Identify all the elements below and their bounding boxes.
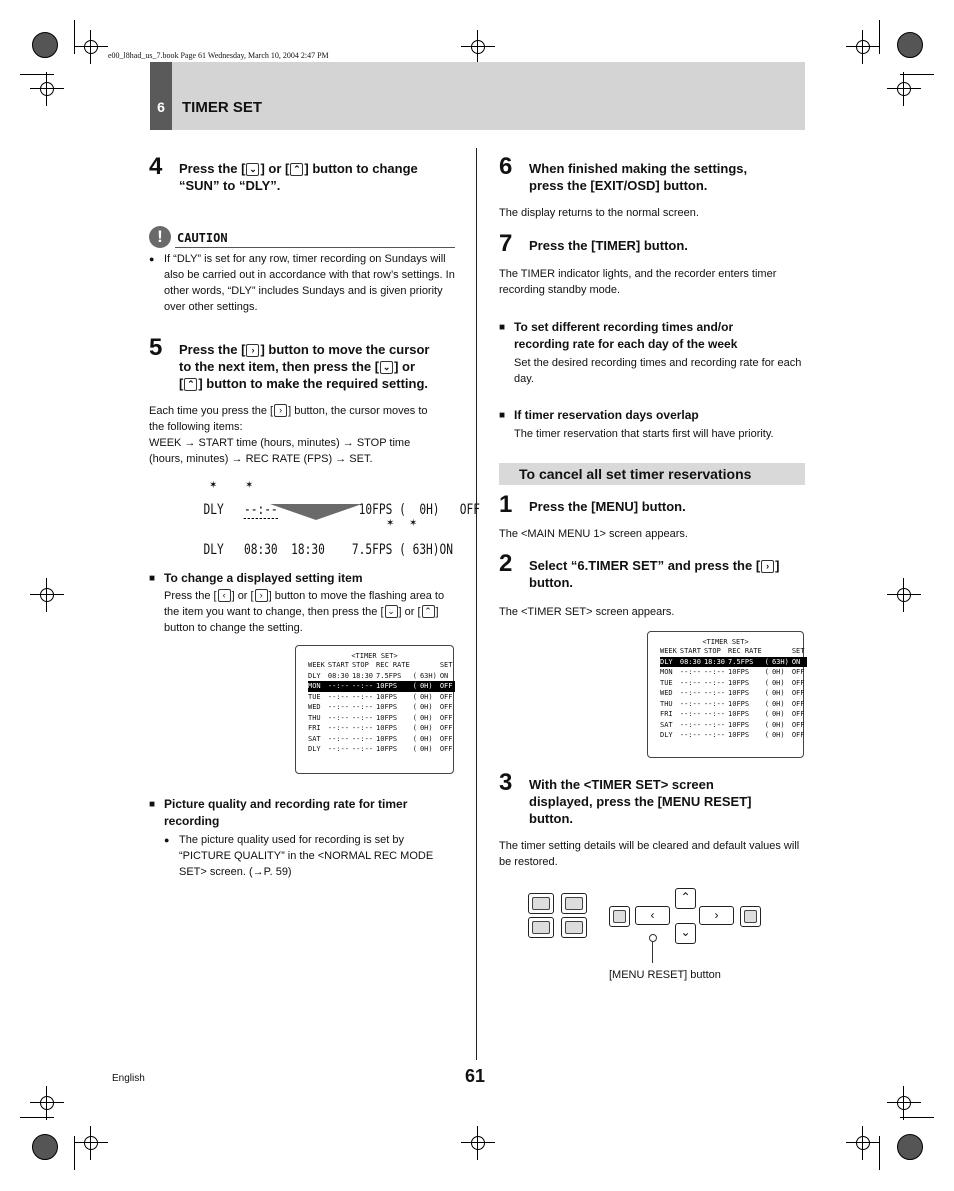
osd-row	[308, 723, 455, 734]
osd-cell: (	[764, 731, 769, 739]
osd-cell: (	[413, 681, 420, 692]
display-row-after: DLY 08:30 18:30 7.5FPS ( 63H)ON	[203, 542, 454, 558]
osd-cell: --:--	[679, 689, 701, 697]
osd-cell: (	[764, 710, 769, 718]
osd-cell: WED	[660, 689, 673, 697]
osd-cell: --:--	[703, 710, 726, 718]
cancel-section-heading	[499, 463, 805, 485]
osd-row	[660, 678, 807, 689]
osd-cell: --:--	[679, 668, 701, 676]
step-number: 6	[499, 153, 513, 180]
osd-cell: 63H)	[419, 671, 437, 680]
osd-cell: --:--	[327, 713, 349, 722]
crop-mark	[74, 1136, 75, 1170]
registration-dot-top-right	[897, 32, 923, 58]
crop-mark	[879, 20, 880, 54]
up-arrow-icon: ⌃	[680, 890, 691, 904]
osd-cell: DLY	[308, 671, 321, 680]
picture-quality-heading: ■ Picture quality and recording rate for timer recording	[164, 796, 454, 830]
change-item-body: Press the [ ‹ ] or [ › ] button to move the flashing area to the item you want to change, then press the [ ⌄ ] or [ ⌃ ] button to change the setting.	[164, 590, 445, 634]
osd-cell: --:--	[351, 713, 374, 722]
chapter-tab	[150, 62, 172, 130]
osd-cell: (	[412, 734, 417, 743]
osd-cell: (	[764, 678, 769, 687]
step-6-body: The display returns to the normal screen.	[499, 207, 699, 219]
osd-row	[660, 709, 807, 720]
osd-row	[660, 730, 807, 741]
osd-row	[308, 713, 455, 724]
osd-cell: 0H)	[771, 699, 785, 708]
osd-header-cell: WEEK	[308, 661, 325, 669]
osd-header-row	[308, 660, 455, 671]
osd-title: <TIMER SET>	[351, 652, 398, 660]
caution-rule	[175, 247, 455, 248]
osd-cell: OFF	[439, 734, 453, 743]
osd-header-cell	[420, 660, 440, 671]
osd-cell: --:--	[327, 745, 349, 753]
osd-cell: (	[764, 689, 769, 697]
osd-cell: 0H)	[771, 731, 785, 739]
registration-mark	[897, 82, 911, 96]
panel-button[interactable]	[561, 893, 587, 914]
down-arrow-icon: ⌄	[680, 925, 691, 939]
overlap-body: The timer reservation that starts first will have priority.	[514, 428, 774, 440]
registration-mark	[856, 1136, 870, 1150]
osd-cell: 10FPS	[376, 724, 398, 732]
osd-cell: --:--	[328, 681, 352, 692]
osd-cell: OFF	[791, 668, 805, 676]
osd-cell: --:--	[703, 678, 726, 687]
chapter-header-bar	[150, 62, 805, 130]
up-arrow-icon: ⌃	[422, 605, 435, 618]
step-5-title: Press the [ › ] button to move the cursor to the next item, then press the [ ⌄ ] or [ ⌃ ] button to make the required setting.	[179, 342, 430, 391]
osd-row	[308, 702, 455, 713]
print-info-line: e00_l8had_us_7.book Page 61 Wednesday, March 10, 2004 2:47 PM	[108, 51, 329, 60]
osd-cell: 0H)	[420, 681, 440, 692]
osd-cell: --:--	[351, 703, 374, 711]
footer-language: English	[112, 1073, 145, 1084]
osd-cell: 0H)	[419, 745, 433, 753]
osd-cell: TUE	[660, 678, 673, 687]
osd-cell: OFF	[439, 713, 453, 722]
flash-burst-icon: ✶	[209, 480, 218, 491]
step-6-title: When finished making the settings, press the [EXIT/OSD] button.	[529, 161, 748, 193]
osd-header-cell: SET	[791, 647, 805, 655]
osd-cell: --:--	[703, 731, 726, 739]
right-arrow-icon: ›	[274, 404, 287, 417]
osd-cell: 0H)	[419, 692, 433, 701]
osd-cell: 10FPS	[728, 678, 750, 687]
osd-row	[660, 720, 807, 731]
osd-cell: --:--	[679, 720, 701, 729]
down-arrow-icon: ⌄	[246, 163, 259, 176]
osd-cell: (	[412, 671, 417, 680]
osd-header-cell	[765, 646, 772, 657]
cancel-step-1-title: Press the [MENU] button.	[529, 499, 686, 514]
osd-cell: --:--	[327, 692, 349, 701]
osd-cell: --:--	[679, 731, 701, 739]
display-row-before: DLY --:-- --:-- 10FPS ( 0H) OFF	[203, 502, 481, 518]
osd-cell: OFF	[791, 720, 805, 729]
osd-cell: 0H)	[419, 703, 433, 711]
step-number: 4	[149, 153, 163, 180]
osd-cell: THU	[308, 713, 321, 722]
osd-cell: (	[412, 703, 417, 711]
right-button[interactable]	[699, 906, 734, 925]
osd-cell: (	[764, 668, 769, 676]
step-number: 7	[499, 230, 513, 257]
osd-header-cell: WEEK	[660, 647, 677, 655]
cancel-step-3-body: The timer setting details will be cleared and default values will be restored.	[499, 840, 800, 868]
caution-header	[149, 226, 455, 250]
osd-cell: --:--	[327, 703, 349, 711]
flash-burst-icon: ✶	[409, 518, 418, 529]
osd-header-cell: REC RATE	[376, 661, 410, 669]
left-arrow-icon: ‹	[650, 908, 655, 922]
panel-button[interactable]	[528, 893, 554, 914]
osd-cell: 0H)	[771, 668, 785, 676]
osd-cell: 63H)	[772, 657, 792, 668]
osd-cell: FRI	[660, 710, 673, 718]
osd-cell: --:--	[351, 724, 374, 732]
registration-mark	[897, 588, 911, 602]
step-number: 2	[499, 550, 513, 577]
osd-cell: 7.5FPS	[376, 671, 402, 680]
registration-mark	[40, 588, 54, 602]
osd-cell: 10FPS	[728, 699, 750, 708]
osd-cell: MON	[660, 668, 673, 676]
osd-cell: --:--	[327, 724, 349, 732]
osd-cell: DLY	[660, 731, 673, 739]
osd-row	[660, 667, 807, 678]
registration-dot-bottom-left	[32, 1134, 58, 1160]
crop-mark	[20, 74, 54, 75]
panel-button[interactable]	[740, 906, 761, 927]
step-number: 3	[499, 769, 513, 796]
osd-cell: ON	[439, 671, 449, 680]
osd-cell: 0H)	[419, 734, 433, 743]
page-number: 61	[465, 1066, 486, 1086]
osd-cell: 0H)	[771, 710, 785, 718]
different-times-heading: ■ To set different recording times and/or recording rate for each day of the week	[514, 319, 806, 353]
callout-dot	[649, 934, 657, 942]
osd-table-2	[660, 646, 807, 741]
registration-mark	[84, 1136, 98, 1150]
osd-cell: --:--	[352, 681, 376, 692]
chapter-title: TIMER SET	[182, 99, 263, 116]
osd-row	[660, 699, 807, 710]
panel-button[interactable]	[528, 917, 554, 938]
down-button[interactable]	[675, 923, 696, 944]
osd-cell: OFF	[791, 710, 805, 718]
osd-header-cell: SET	[439, 661, 453, 669]
osd-cell: OFF	[791, 678, 805, 687]
osd-cell: --:--	[703, 720, 726, 729]
down-arrow-icon: ⌄	[380, 361, 393, 374]
osd-cell: DLY	[660, 657, 680, 668]
right-arrow-icon: ›	[246, 344, 259, 357]
registration-mark	[84, 40, 98, 54]
osd-cell: OFF	[791, 689, 805, 697]
osd-cell: 0H)	[419, 724, 433, 732]
osd-cell: --:--	[351, 734, 374, 743]
osd-cell: 0H)	[771, 678, 785, 687]
osd-cell: 10FPS	[728, 731, 750, 739]
registration-mark	[40, 82, 54, 96]
change-item-heading: ■ To change a displayed setting item	[164, 570, 454, 587]
osd-cell: 10FPS	[376, 703, 398, 711]
up-arrow-icon: ⌃	[290, 163, 303, 176]
osd-header-cell: STOP	[703, 647, 721, 655]
osd-cell: (	[412, 692, 417, 701]
osd-row	[308, 734, 455, 745]
osd-cell: --:--	[351, 745, 374, 753]
cancel-step-2-body: The <TIMER SET> screen appears.	[499, 606, 675, 618]
crop-mark	[900, 74, 934, 75]
crop-mark	[74, 20, 75, 54]
registration-mark	[471, 1136, 485, 1150]
step-7-title: Press the [TIMER] button.	[529, 238, 688, 253]
cancel-step-1-body: The <MAIN MENU 1> screen appears.	[499, 528, 688, 540]
osd-cell: SAT	[660, 720, 673, 729]
osd-cell: (	[765, 657, 772, 668]
different-times-body: Set the desired recording times and recording rate for each day.	[514, 357, 802, 385]
osd-cell: 18:30	[704, 657, 728, 668]
osd-cell: 10FPS	[376, 681, 413, 692]
osd-header-cell: START	[679, 647, 701, 655]
osd-cell: 0H)	[419, 713, 433, 722]
osd-timer-set-screen-2	[647, 631, 804, 758]
osd-cell: 10FPS	[376, 745, 398, 753]
osd-cell: WED	[308, 703, 321, 711]
crop-mark	[879, 1136, 880, 1170]
osd-cell: --:--	[679, 710, 701, 718]
step-7-body: The TIMER indicator lights, and the recorder enters timer recording standby mode.	[499, 268, 777, 296]
osd-cell: OFF	[440, 681, 456, 692]
osd-cell: 18:30	[351, 671, 374, 680]
osd-cell: THU	[660, 699, 673, 708]
osd-cell: 10FPS	[376, 713, 398, 722]
osd-cell: 0H)	[771, 689, 785, 697]
osd-cell: --:--	[327, 734, 349, 743]
osd-cell: --:--	[703, 689, 726, 697]
osd-cell: TUE	[308, 692, 321, 701]
osd-cell: 10FPS	[376, 734, 398, 743]
osd-cell: OFF	[791, 731, 805, 739]
osd-header-cell	[772, 646, 792, 657]
step-number: 1	[499, 491, 513, 518]
osd-cell: 10FPS	[728, 720, 750, 729]
left-button[interactable]	[635, 906, 670, 925]
step-5-body: Each time you press the [ › ] button, the cursor moves to the following items: WEEK → START time (hours, minutes) → STOP time (hours, minutes) → REC RATE (FPS) → SET.	[149, 405, 428, 465]
up-arrow-icon: ⌃	[184, 378, 197, 391]
osd-cell: --:--	[703, 668, 726, 676]
osd-cell: SAT	[308, 734, 321, 743]
osd-cell: 08:30	[680, 657, 704, 668]
osd-row	[308, 671, 455, 682]
chapter-number: 6	[157, 99, 165, 115]
cancel-step-2-title: Select “6.TIMER SET” and press the [ › ] button.	[529, 558, 780, 590]
osd-cell: 0H)	[771, 720, 785, 729]
osd-row	[660, 657, 807, 668]
osd-cell: DLY	[308, 745, 321, 753]
osd-cell: (	[412, 745, 417, 753]
osd-header-cell	[413, 660, 420, 671]
osd-cell: 7.5FPS	[728, 657, 765, 668]
osd-row	[308, 681, 455, 692]
panel-button[interactable]	[561, 917, 587, 938]
cancel-section-title: To cancel all set timer reservations	[519, 466, 752, 482]
osd-cell: OFF	[439, 692, 453, 701]
down-arrow-icon: ⌄	[385, 605, 398, 618]
osd-header-cell: START	[327, 661, 349, 669]
caution-text: ● If “DLY” is set for any row, timer recording on Sundays will also be carried out in accordance with that row’s settings. In other words, “DLY” includes Sundays and is given priority over other settings.	[164, 251, 456, 315]
right-arrow-icon: ›	[714, 908, 719, 922]
caution-label: CAUTION	[177, 231, 228, 245]
osd-row	[660, 688, 807, 699]
osd-cell: 08:30	[327, 671, 349, 680]
crop-mark	[20, 1117, 54, 1118]
osd-cell: (	[412, 713, 417, 722]
overlap-heading: ■ If timer reservation days overlap	[514, 407, 806, 424]
cancel-step-3-title: With the <TIMER SET> screen displayed, press the [MENU RESET] button.	[529, 777, 752, 826]
osd-header-cell: STOP	[351, 661, 369, 669]
exclamation-icon: !	[149, 226, 171, 248]
osd-cell: --:--	[351, 692, 374, 701]
menu-reset-button[interactable]	[609, 906, 630, 927]
osd-table-1	[308, 660, 455, 755]
registration-mark	[897, 1096, 911, 1110]
menu-reset-callout-label: [MENU RESET] button	[609, 969, 721, 981]
osd-cell: (	[764, 720, 769, 729]
up-button[interactable]	[675, 888, 696, 909]
osd-title: <TIMER SET>	[702, 638, 749, 646]
osd-cell: (	[764, 699, 769, 708]
osd-cell: MON	[308, 681, 328, 692]
osd-cell: ON	[792, 657, 808, 668]
osd-row	[308, 692, 455, 703]
crop-mark	[900, 1117, 934, 1118]
osd-cell: (	[412, 724, 417, 732]
registration-dot-bottom-right	[897, 1134, 923, 1160]
flash-burst-icon: ✶	[386, 518, 395, 529]
osd-cell: OFF	[439, 745, 453, 753]
osd-cell: OFF	[791, 699, 805, 708]
osd-row	[308, 744, 455, 755]
osd-header-row	[660, 646, 807, 657]
right-arrow-icon: ›	[255, 589, 268, 602]
left-arrow-icon: ‹	[218, 589, 231, 602]
step-4-title: Press the [ ⌄ ] or [ ⌃ ] button to change “SUN” to “DLY”.	[179, 161, 418, 193]
picture-quality-text: ● The picture quality used for recording is set by “PICTURE QUALITY” in the <NORMAL REC MODE SET> screen. (→P. 59)	[179, 832, 457, 880]
right-arrow-icon: ›	[761, 560, 774, 573]
osd-cell: 10FPS	[376, 692, 398, 701]
registration-mark	[40, 1096, 54, 1110]
osd-cell: --:--	[679, 699, 701, 708]
osd-cell: OFF	[439, 724, 453, 732]
osd-cell: --:--	[703, 699, 726, 708]
flash-burst-icon: ✶	[245, 480, 254, 491]
callout-line	[652, 941, 653, 963]
osd-header-cell: REC RATE	[728, 647, 762, 655]
osd-cell: 10FPS	[728, 710, 750, 718]
registration-dot-top-left	[32, 32, 58, 58]
column-divider	[476, 148, 477, 1060]
osd-cell: 10FPS	[728, 668, 750, 676]
registration-mark	[471, 40, 485, 54]
osd-cell: --:--	[679, 678, 701, 687]
step-number: 5	[149, 334, 163, 361]
osd-timer-set-screen-1	[295, 645, 454, 774]
osd-cell: 10FPS	[728, 689, 750, 697]
registration-mark	[856, 40, 870, 54]
down-triangle-icon	[270, 504, 362, 520]
osd-cell: OFF	[439, 703, 453, 711]
osd-cell: FRI	[308, 724, 321, 732]
